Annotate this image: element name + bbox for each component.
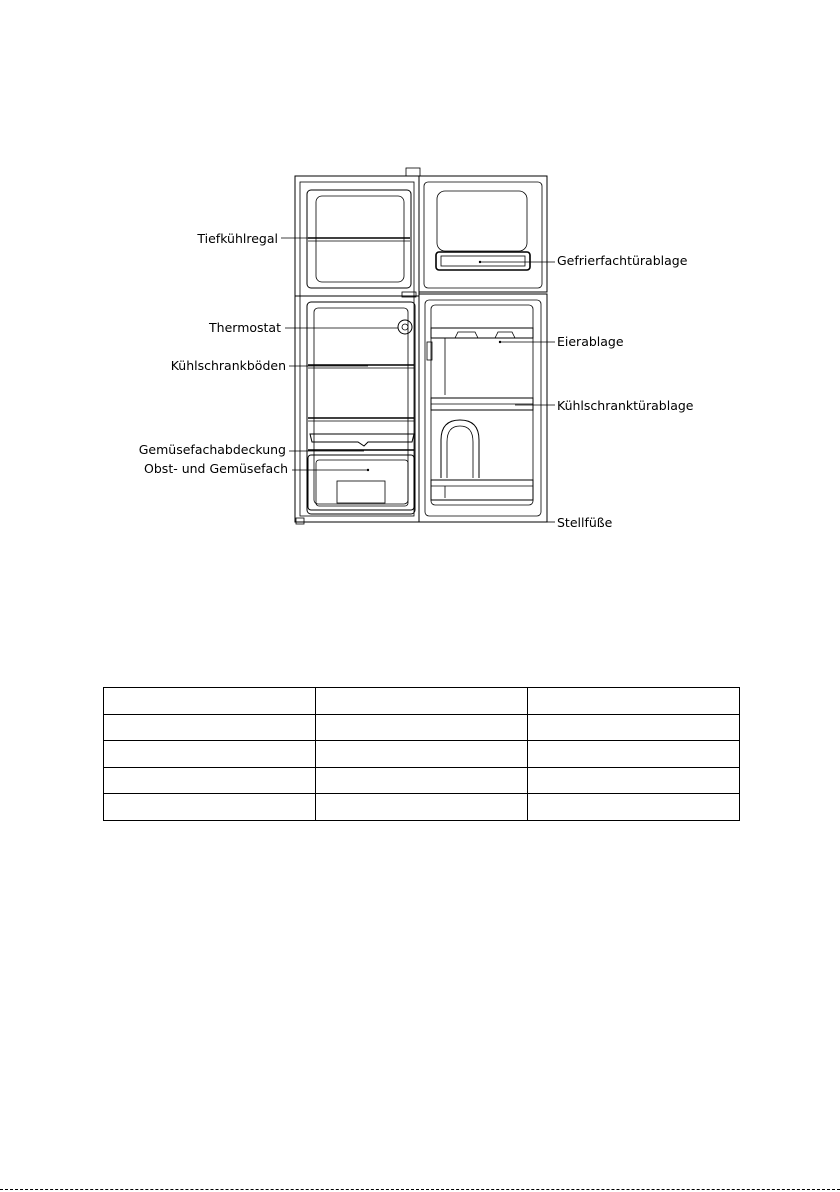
table-cell — [316, 767, 528, 794]
table-cell — [104, 714, 316, 741]
table-cell — [528, 767, 740, 794]
table-cell — [528, 794, 740, 821]
label-thermostat: Thermostat — [209, 320, 281, 335]
label-eierablage: Eierablage — [557, 334, 624, 349]
spec-table — [103, 687, 740, 821]
label-kuehlschranktuerablage: Kühlschranktürablage — [557, 398, 694, 413]
table-cell — [316, 714, 528, 741]
table-cell — [316, 741, 528, 768]
table-row — [104, 688, 740, 715]
table-cell — [104, 767, 316, 794]
table-cell — [104, 794, 316, 821]
table-cell — [104, 741, 316, 768]
table-cell — [316, 688, 528, 715]
table-cell — [528, 688, 740, 715]
label-obst-gemuesefach: Obst- und Gemüsefach — [144, 461, 288, 476]
table-row — [104, 794, 740, 821]
label-gemuesefachabdeckung: Gemüsefachabdeckung — [138, 442, 286, 457]
leader-lines — [281, 238, 555, 522]
page-bottom-rule — [0, 1189, 840, 1190]
table-row — [104, 741, 740, 768]
table-cell — [528, 741, 740, 768]
label-tiefkuehlregal: Tiefkühlregal — [197, 231, 278, 246]
table-cell — [104, 688, 316, 715]
label-gefrierfachtuerablage: Gefrierfachtürablage — [557, 253, 688, 268]
table-row — [104, 714, 740, 741]
fridge-cabinet — [295, 176, 419, 524]
label-stellfuesse: Stellfüße — [557, 515, 613, 530]
label-kuehlschrankboeden: Kühlschrankböden — [170, 358, 286, 373]
table-cell — [528, 714, 740, 741]
fridge-doors — [406, 168, 547, 522]
table-cell — [316, 794, 528, 821]
table-row — [104, 767, 740, 794]
